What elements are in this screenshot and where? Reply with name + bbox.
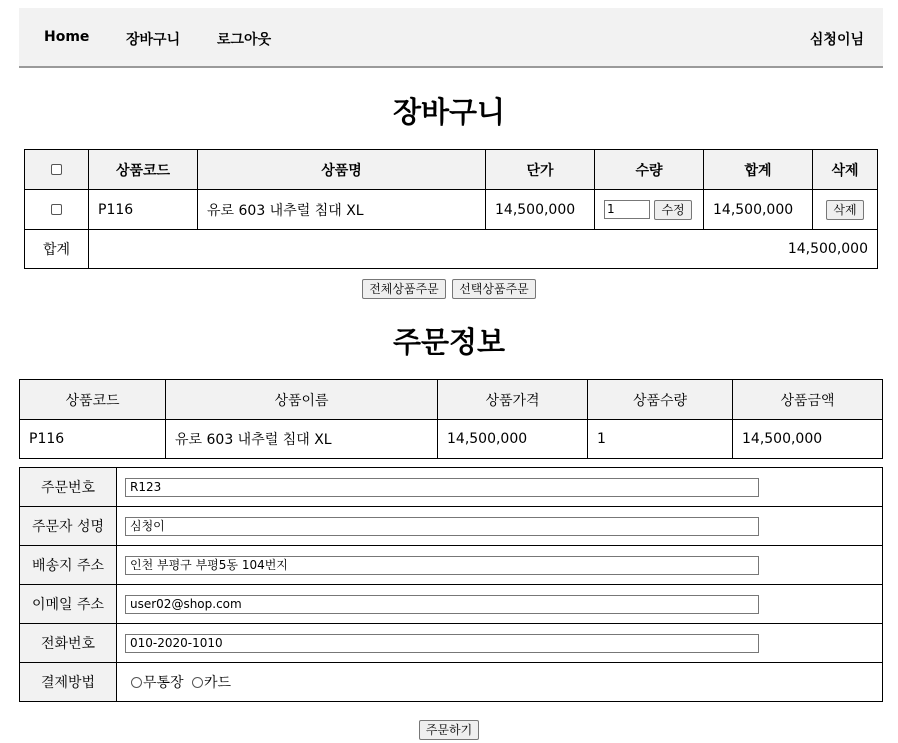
nav-logout-link[interactable]: 로그아웃 xyxy=(217,32,272,48)
order-header-price: 상품가격 xyxy=(438,380,588,420)
order-cell-name: 유로 603 내추럴 침대 XL xyxy=(166,420,438,459)
order-cell-qty: 1 xyxy=(588,420,733,459)
cart-row-check-cell xyxy=(25,190,89,230)
submit-order-button[interactable]: 주문하기 xyxy=(419,720,479,740)
cart-sum-row xyxy=(25,230,878,269)
order-cell-code: P116 xyxy=(20,420,166,459)
payment-cell xyxy=(117,663,883,702)
name-field[interactable]: 심청이 xyxy=(125,517,759,536)
form-row-phone xyxy=(20,624,883,663)
cart-select-all-cell xyxy=(25,150,89,190)
quantity-input[interactable]: 1 xyxy=(604,200,650,219)
cart-header-code: 상품코드 xyxy=(89,150,198,190)
order-form xyxy=(19,467,883,702)
address-field[interactable]: 인천 부평구 부평5동 104번지 xyxy=(125,556,759,575)
cart-table xyxy=(24,149,878,269)
cart-cell-total: 14,500,000 xyxy=(704,190,813,230)
order-cell-amount: 14,500,000 xyxy=(733,420,883,459)
cart-header-price: 단가 xyxy=(486,150,595,190)
name-cell xyxy=(117,507,883,546)
email-field[interactable]: user02@shop.com xyxy=(125,595,759,614)
email-cell xyxy=(117,585,883,624)
payment-card-label: 카드 xyxy=(204,675,232,691)
nav-cart-link[interactable]: 장바구니 xyxy=(126,32,181,48)
address-label: 배송지 주소 xyxy=(20,546,117,585)
order-title: 주문정보 xyxy=(392,325,506,359)
form-row-name xyxy=(20,507,883,546)
form-row-address xyxy=(20,546,883,585)
payment-card-radio[interactable] xyxy=(192,677,203,688)
form-row-email xyxy=(20,585,883,624)
table-row xyxy=(20,420,883,459)
cart-header-delete: 삭제 xyxy=(813,150,878,190)
form-row-payment xyxy=(20,663,883,702)
cart-title: 장바구니 xyxy=(392,95,506,129)
order-all-button[interactable]: 전체상품주문 xyxy=(362,279,446,299)
phone-field[interactable]: 010-2020-1010 xyxy=(125,634,759,653)
order-cell-price: 14,500,000 xyxy=(438,420,588,459)
cart-header-total: 합계 xyxy=(704,150,813,190)
payment-bank-radio[interactable] xyxy=(131,677,142,688)
payment-label: 결제방법 xyxy=(20,663,117,702)
name-label: 주문자 성명 xyxy=(20,507,117,546)
cart-cell-qty xyxy=(595,190,704,230)
order-header-qty: 상품수량 xyxy=(588,380,733,420)
cart-cell-price: 14,500,000 xyxy=(486,190,595,230)
order-header-row xyxy=(20,380,883,420)
payment-bank-label: 무통장 xyxy=(143,675,184,691)
cart-cell-delete xyxy=(813,190,878,230)
email-label: 이메일 주소 xyxy=(20,585,117,624)
address-cell xyxy=(117,546,883,585)
cart-sum-value: 14,500,000 xyxy=(89,230,878,269)
nav-user-name: 심청이님 xyxy=(809,32,864,48)
order-no-cell xyxy=(117,468,883,507)
select-all-checkbox[interactable] xyxy=(51,164,62,175)
update-quantity-button[interactable]: 수정 xyxy=(654,200,691,220)
nav-home-link[interactable]: Home xyxy=(44,29,90,45)
form-row-order-no xyxy=(20,468,883,507)
order-selected-button[interactable]: 선택상품주문 xyxy=(452,279,536,299)
row-select-checkbox[interactable] xyxy=(51,204,62,215)
order-table xyxy=(19,379,883,459)
order-no-label: 주문번호 xyxy=(20,468,117,507)
cart-header-row xyxy=(25,150,878,190)
cart-sum-label: 합계 xyxy=(25,230,89,269)
cart-header-name: 상품명 xyxy=(198,150,486,190)
order-no-field[interactable]: R123 xyxy=(125,478,759,497)
table-row xyxy=(25,190,878,230)
cart-cell-code: P116 xyxy=(89,190,198,230)
order-header-amount: 상품금액 xyxy=(733,380,883,420)
phone-label: 전화번호 xyxy=(20,624,117,663)
phone-cell xyxy=(117,624,883,663)
cart-cell-name: 유로 603 내추럴 침대 XL xyxy=(198,190,486,230)
top-nav xyxy=(19,8,883,68)
order-header-code: 상품코드 xyxy=(20,380,166,420)
cart-order-buttons xyxy=(0,279,898,299)
order-header-name: 상품이름 xyxy=(166,380,438,420)
delete-item-button[interactable]: 삭제 xyxy=(826,200,863,220)
cart-header-qty: 수량 xyxy=(595,150,704,190)
submit-row xyxy=(0,720,898,740)
